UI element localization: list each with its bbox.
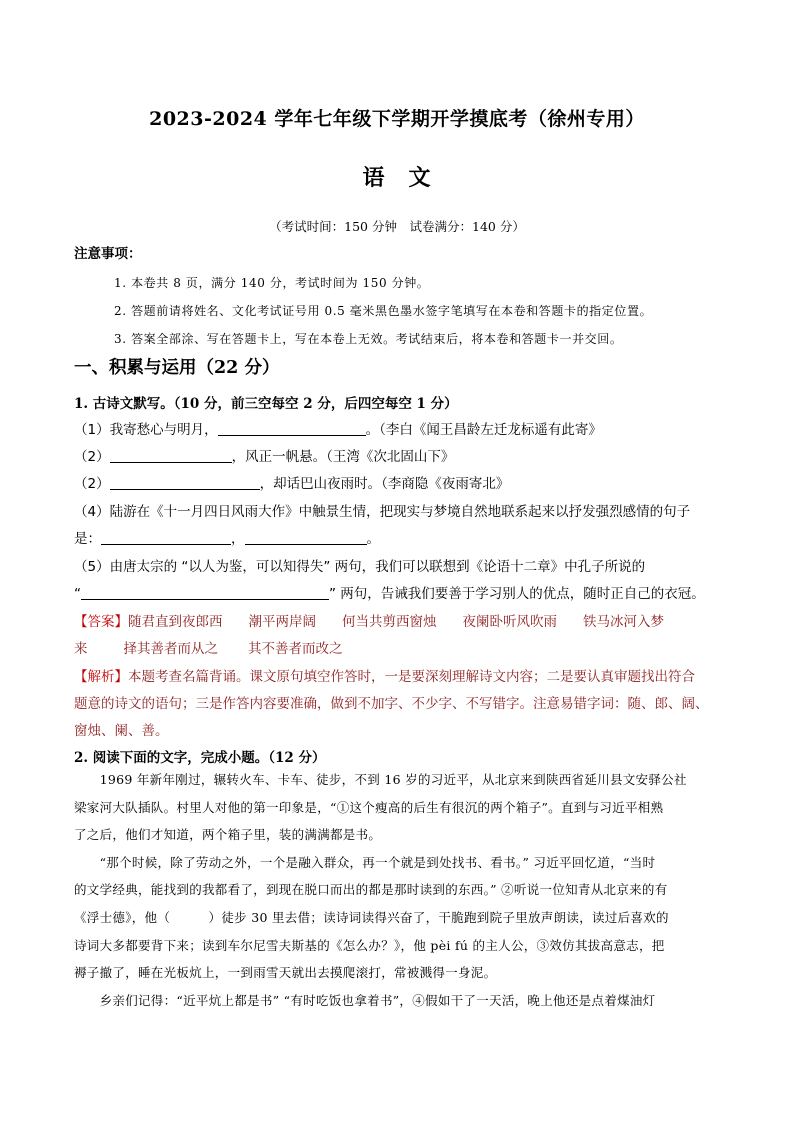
answer-blank[interactable]	[101, 530, 231, 545]
answer-blank[interactable]	[218, 421, 366, 436]
answer-row-1	[74, 610, 664, 630]
analysis-line-1: 【解析】本题考查名篇背诵。课文原句填空作答时，一是要深刻理解诗文内容；二是要认真审题找出符合	[74, 669, 695, 685]
q1-line-4: （4）陆游在《十一月四日风雨大作》中触景生情，把现实与梦境自然地联系起来以抒发强烈感情的句子	[74, 504, 691, 520]
answer-blank[interactable]	[110, 475, 260, 490]
q1-line-5: （5）由唐太宗的 “以人为鉴，可以知得失” 两句，我们可以联想到《论语十二章》中孔子所说的	[74, 559, 646, 575]
q1-line-2: （2） ，风正一帆悬。（王湾《次北固山下》	[74, 449, 455, 465]
passage-line: 乡亲们记得：“近平炕上都是书” “有时吃饭也拿着书”，④假如干了一天活，晚上他还是点着煤油灯	[74, 992, 656, 1008]
answer-item: 何当共剪西窗烛	[342, 614, 437, 630]
reading-passage	[74, 766, 722, 1014]
answer-blank[interactable]	[245, 530, 367, 545]
q1-line-4b: 是： ， 。	[74, 531, 380, 547]
q1-line-5b: “ ” 两句，告诫我们要善于学习别人的优点，随时正自己的衣冠。	[74, 586, 705, 602]
passage-line: 了之后，他们才知道，两个箱子里，装的满满都是书。	[74, 827, 382, 843]
analysis-line-3: 窗烛、阑、善。	[74, 723, 169, 739]
question-1-heading: 1. 古诗文默写。（10 分，前三空每空 2 分，后四空每空 1 分）	[74, 396, 458, 412]
analysis-tag: 【解析】	[74, 669, 128, 685]
answer-item: 择其善者而从之	[123, 641, 218, 657]
q1-line-1: （1）我寄愁心与明月， 。（李白《闻王昌龄左迁龙标遥有此寄》	[74, 422, 602, 438]
exam-info: （考试时间：150 分钟 试卷满分：140 分）	[269, 219, 525, 234]
notice-title: 注意事项：	[74, 246, 142, 262]
passage-line: 1969 年新年刚过，辗转火车、卡车、徒步，不到 16 岁的习近平，从北京来到陕西省延川县文安驿公社	[74, 772, 687, 787]
answer-item: 来	[74, 641, 88, 657]
notice-item-2: 2. 答题前请将姓名、文化考试证号用 0.5 毫米黑色墨水签字笔填写在本卷和答题卡的指定位置。	[114, 304, 653, 318]
analysis-line-2: 题意的诗文的语句；三是作答内容要准确，做到不加字、不少字、不写错字。注意易错字词：随、郎、阔、	[74, 696, 709, 712]
page-title: 2023-2024 学年七年级下学期开学摸底考（徐州专用）	[149, 108, 645, 130]
question-2-heading: 2. 阅读下面的文字，完成小题。（12 分）	[74, 750, 326, 766]
answer-item: 潮平两岸阔	[248, 614, 316, 630]
answer-item: 其不善者而改之	[248, 641, 343, 657]
passage-line: 梁家河大队插队。村里人对他的第一印象是，“①这个瘦高的后生有很沉的两个箱子”。直到与习近平相熟	[74, 799, 664, 815]
answer-item: 铁马冰河入梦	[583, 614, 664, 630]
answer-tag: 【答案】	[74, 614, 128, 630]
answer-item: 随君直到夜郎西	[128, 614, 223, 630]
answer-blank[interactable]	[110, 448, 232, 463]
notice-item-1: 1. 本卷共 8 页，满分 140 分，考试时间为 150 分钟。	[114, 276, 430, 290]
answer-row-2	[74, 637, 369, 657]
passage-line: 诗词大多都要背下来；读到车尔尼雪夫斯基的《怎么办？》，他 pèi fú 的主人公，③效仿其拔高意志，把	[74, 937, 665, 953]
q1-line-3: （2） ，却话巴山夜雨时。（李商隐《夜雨寄北》	[74, 476, 510, 492]
answer-blank[interactable]	[81, 585, 329, 600]
subject-heading: 语 文	[362, 165, 432, 191]
section-heading: 一、积累与运用（22 分）	[74, 358, 280, 378]
passage-line: “那个时候，除了劳动之外，一个是融入群众，再一个就是到处找书、看书。” 习近平回忆道，“当时	[74, 854, 656, 870]
passage-line: 《浮士德》，他（ ）徒步 30 里去借；读诗词读得兴奋了，干脆跑到院子里放声朗读，读过后喜欢的	[74, 909, 669, 925]
passage-line: 的文学经典，能找到的我都看了，到现在脱口而出的都是那时读到的东西。” ②听说一位知青从北京来的有	[74, 882, 668, 898]
passage-line: 褥子撤了，睡在光板炕上，一到雨雪天就出去摸爬滚打，常被溅得一身泥。	[74, 965, 497, 981]
notice-item-3: 3. 答案全部涂、写在答题卡上，写在本卷上无效。考试结束后，将本卷和答题卡一并交回。	[114, 332, 623, 346]
answer-item: 夜阑卧听风吹雨	[462, 614, 557, 630]
